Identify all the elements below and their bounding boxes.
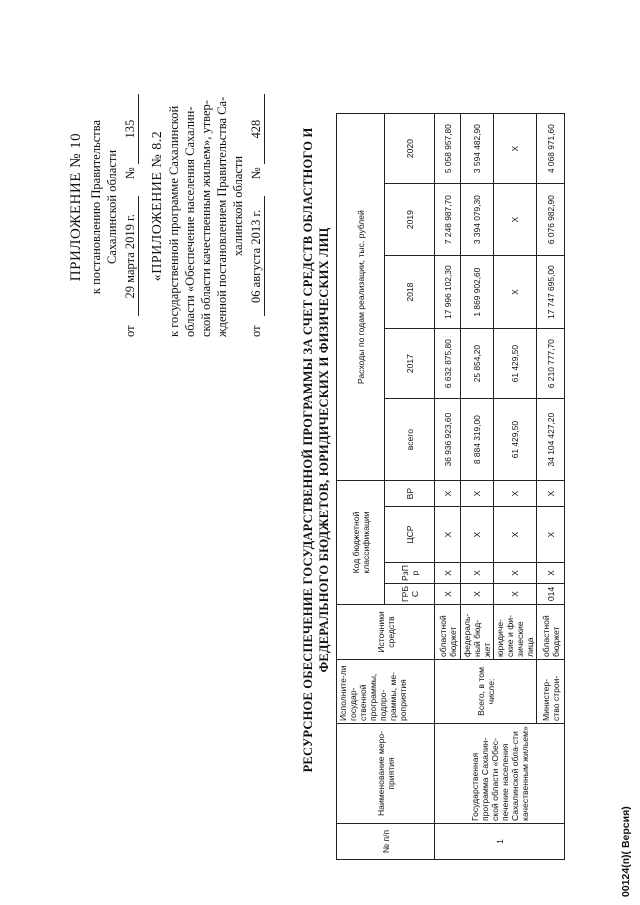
appendix-number: 135 [122,94,139,164]
vr-cell: Х [461,481,494,507]
table-header-row [337,114,385,860]
y2017-cell: 25 854,20 [461,329,494,399]
csr-cell: Х [435,507,461,563]
appendix-ot: от [123,325,137,337]
prior-ot: от [249,325,263,337]
grbs-cell: 014 [537,583,565,604]
prior-line-0: к государственной программе Сахалинской [167,105,181,337]
total-cell: 61 429,50 [494,399,537,481]
appendix-date-line [122,77,139,337]
appendix-no-label: № [123,167,137,180]
document-title-line2: ФЕДЕРАЛЬНОГО БЮДЖЕТОВ, ЮРИДИЧЕСКИХ И ФИЗИЧЕСКИХ ЛИЦ [317,227,331,673]
header-2017: 2017 [385,329,435,399]
row-number: 1 [435,824,565,860]
header-num: № п/п [337,824,435,860]
grbs-cell: Х [461,583,494,604]
program-name: Государственная программа Сахалин-ской области «Обес-печение населения Сахалинской обла-сти качественным жильем» [435,724,565,824]
total-cell: 8 884 319,00 [461,399,494,481]
y2019-cell: 3 394 079,30 [461,184,494,256]
rzpr-cell: Х [537,563,565,584]
document-title [300,105,332,795]
y2019-cell: 7 248 987,70 [435,184,461,256]
csr-cell: Х [537,507,565,563]
y2019-cell: 6 076 982,90 [537,184,565,256]
vr-cell: Х [537,481,565,507]
prior-line-1: области «Обеспечение населения Сахалин- [183,106,197,337]
y2020-cell: Х [494,114,537,184]
prior-no-label: № [249,167,263,180]
prior-line-2: ской области качественным жильем», утвер- [199,100,213,337]
source-cell: федераль-ный бюд-жет [461,605,494,660]
prior-line-3: жденной постановлением Правительства Са- [215,96,229,337]
grbs-cell: Х [435,583,461,604]
vr-cell: Х [494,481,537,507]
header-2019: 2019 [385,184,435,256]
prior-number: 428 [248,94,265,164]
executor-total: Всего, в том числе: [435,660,537,724]
header-name: Наименование меро-приятия [337,724,435,824]
y2017-cell: 6 632 875,80 [435,329,461,399]
header-source: Источники средств [337,605,435,660]
vr-cell: Х [435,481,461,507]
prior-line-4: халинской области [231,155,245,257]
header-budget-code: Код бюджетной классификации [337,481,385,605]
header-grbs: ГРБ С [385,583,435,604]
rzpr-cell: Х [494,563,537,584]
header-expenses: Расходы по годам реализации, тыс. рублей [337,114,385,481]
csr-cell: Х [461,507,494,563]
header-vr: ВР [385,481,435,507]
table-row [435,114,461,860]
prior-header [150,75,265,337]
y2020-cell: 4 068 971,60 [537,114,565,184]
appendix-header [68,77,139,337]
header-csr: ЦСР [385,507,435,563]
y2020-cell: 3 594 482,90 [461,114,494,184]
header-2020: 2020 [385,114,435,184]
y2020-cell: 5 058 957,80 [435,114,461,184]
prior-date: 06 августа 2013 г. [248,196,265,316]
total-cell: 36 936 923,60 [435,399,461,481]
header-total: всего [385,399,435,481]
source-cell: юридиче-ские и фи-зические лица [494,605,537,660]
document-footer: 00124(п)( Версия) [620,806,632,897]
appendix-date: 29 марта 2019 г. [122,196,139,316]
y2019-cell: Х [494,184,537,256]
source-cell: областной бюджет [537,605,565,660]
appendix-line1: к постановлению Правительства [89,119,103,295]
y2017-cell: 6 210 777,70 [537,329,565,399]
source-cell: областной бюджет [435,605,461,660]
y2018-cell: 17 747 695,00 [537,256,565,329]
appendix-title: ПРИЛОЖЕНИЕ № 10 [68,132,84,282]
resource-table [336,113,565,860]
header-rzpr: РзП р [385,563,435,584]
y2018-cell: 1 869 902,60 [461,256,494,329]
prior-date-line [248,75,265,337]
y2018-cell: Х [494,256,537,329]
document-title-line1: РЕСУРСНОЕ ОБЕСПЕЧЕНИЕ ГОСУДАРСТВЕННОЙ ПРОГРАММЫ ЗА СЧЕТ СРЕДСТВ ОБЛАСТНОГО И [301,127,315,773]
prior-title: «ПРИЛОЖЕНИЕ № 8.2 [150,130,165,282]
grbs-cell: Х [494,583,537,604]
header-2018: 2018 [385,256,435,329]
rzpr-cell: Х [435,563,461,584]
header-executor: Исполните-ли государ-ственной программы, подпро-граммы, ме-роприятия [337,660,435,724]
y2018-cell: 17 996 102,30 [435,256,461,329]
total-cell: 34 104 427,20 [537,399,565,481]
appendix-line2: Сахалинской области [105,149,119,265]
csr-cell: Х [494,507,537,563]
executor-ministry: Министер-ство строи- [537,660,565,724]
rzpr-cell: Х [461,563,494,584]
y2017-cell: 61 429,50 [494,329,537,399]
